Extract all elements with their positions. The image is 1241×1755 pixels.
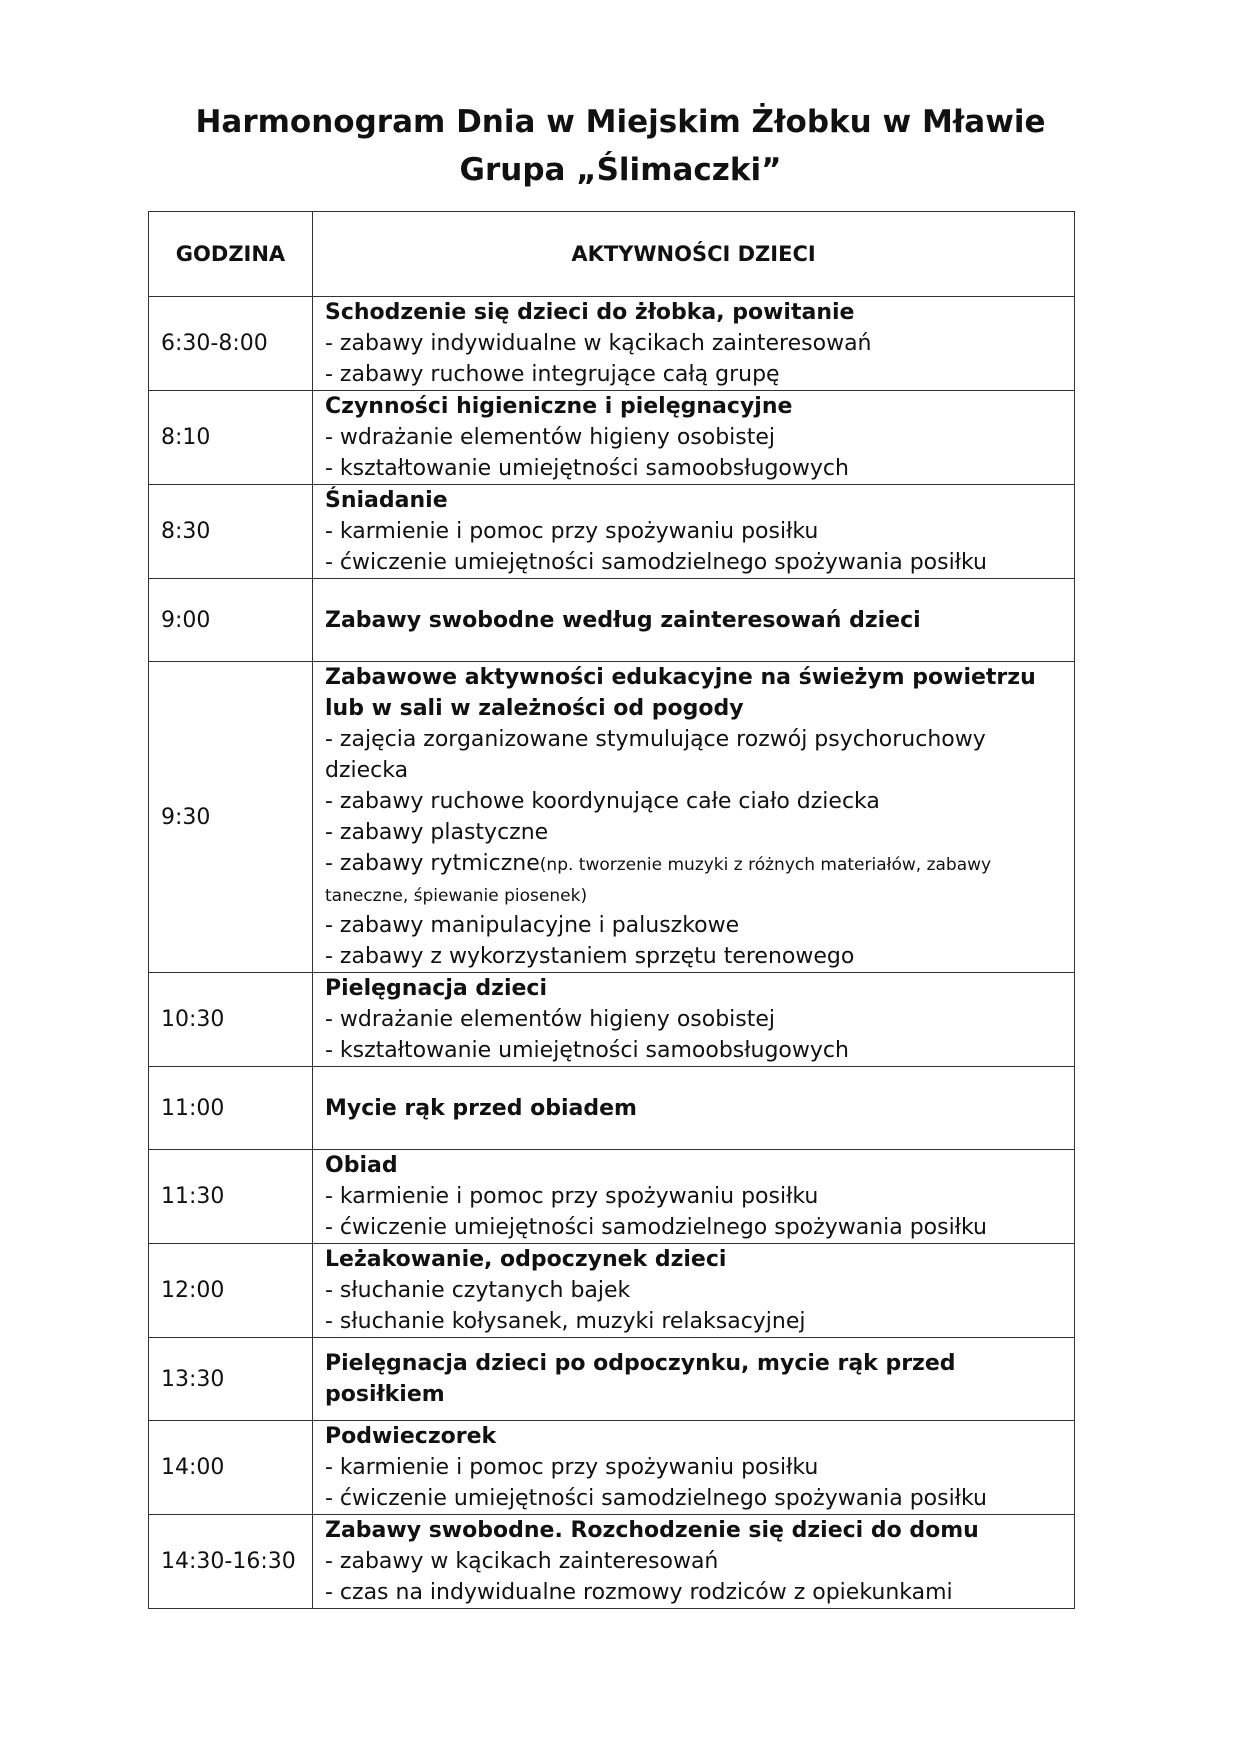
table-row [149,1150,1075,1244]
activity-title: Zabawy swobodne według zainteresowań dzieci [325,607,921,633]
activity-title: Podwieczorek [325,1424,497,1449]
activity-title: Schodzenie się dzieci do żłobka, powitanie [325,300,855,325]
activity-item: - karmienie i pomoc przy spożywaniu posiłku [325,1184,819,1209]
row-time: 9:00 [149,579,313,662]
activity-title: Śniadanie [325,488,448,513]
activity-item: - wdrażanie elementów higieny osobistej [325,425,776,450]
row-time: 11:00 [149,1067,313,1150]
activity-item-rhythm-label: - zabawy rytmiczne [325,851,540,876]
activity-item: - ćwiczenie umiejętności samodzielnego spożywania posiłku [325,1215,987,1240]
activity-item: - zabawy ruchowe koordynujące całe ciało dziecka [325,789,880,814]
table-row [149,1067,1075,1150]
activity-title: Zabawy swobodne. Rozchodzenie się dzieci do domu [325,1518,979,1543]
row-activities [313,391,1075,485]
activity-item: - kształtowanie umiejętności samoobsługowych [325,456,849,481]
activity-item: - karmienie i pomoc przy spożywaniu posiłku [325,1455,819,1480]
activity-item: - kształtowanie umiejętności samoobsługowych [325,1038,849,1063]
row-activities [313,1515,1075,1609]
table-row [149,1421,1075,1515]
activity-item: - zabawy ruchowe integrujące całą grupę [325,362,780,387]
schedule-table [148,211,1075,1609]
activity-title: Zabawowe aktywności edukacyjne na świeżym powietrzu lub w sali w zależności od pogody [325,665,1036,721]
row-activities [313,973,1075,1067]
row-time: 14:00 [149,1421,313,1515]
column-header-time: GODZINA [149,212,313,297]
activity-item: - czas na indywidualne rozmowy rodziców z opiekunkami [325,1580,953,1605]
activity-title: Pielęgnacja dzieci [325,976,547,1001]
activity-title: Obiad [325,1153,398,1178]
activity-title: Leżakowanie, odpoczynek dzieci [325,1247,727,1272]
table-row [149,391,1075,485]
row-time: 13:30 [149,1338,313,1421]
row-activities [313,1421,1075,1515]
activity-item: - karmienie i pomoc przy spożywaniu posiłku [325,519,819,544]
activity-item: - ćwiczenie umiejętności samodzielnego spożywania posiłku [325,550,987,575]
row-time: 8:30 [149,485,313,579]
table-header-row [149,212,1075,297]
row-activities [313,1244,1075,1338]
column-header-activities: AKTYWNOŚCI DZIECI [313,212,1075,297]
activity-item: - zajęcia zorganizowane stymulujące rozwój psychoruchowy dziecka [325,727,986,783]
row-activities [313,1067,1075,1150]
row-time: 14:30-16:30 [149,1515,313,1609]
table-row [149,662,1075,973]
activity-item: - zabawy w kącikach zainteresowań [325,1549,719,1574]
table-row [149,485,1075,579]
row-activities [313,579,1075,662]
activity-title: Mycie rąk przed obiadem [325,1095,637,1121]
activity-item: - zabawy plastyczne [325,820,549,845]
activity-item: - zabawy manipulacyjne i paluszkowe [325,913,740,938]
row-activities [313,1338,1075,1421]
row-activities [313,485,1075,579]
table-row [149,1515,1075,1609]
row-activities [313,662,1075,973]
row-time: 12:00 [149,1244,313,1338]
activity-item-rhythm [325,848,1064,910]
page-subtitle: Grupa „Ślimaczki” [459,152,782,188]
row-time: 6:30-8:00 [149,297,313,391]
table-row [149,1244,1075,1338]
row-activities [313,1150,1075,1244]
activity-title: Czynności higieniczne i pielęgnacyjne [325,394,793,419]
row-activities [313,297,1075,391]
table-row [149,579,1075,662]
activity-item: - ćwiczenie umiejętności samodzielnego spożywania posiłku [325,1486,987,1511]
activity-item: - zabawy indywidualne w kącikach zainteresowań [325,331,872,356]
activity-item: - zabawy z wykorzystaniem sprzętu terenowego [325,944,855,969]
row-time: 11:30 [149,1150,313,1244]
row-time: 8:10 [149,391,313,485]
page-title: Harmonogram Dnia w Miejskim Żłobku w Mławie [195,104,1046,140]
row-time: 9:30 [149,662,313,973]
row-time: 10:30 [149,973,313,1067]
activity-title: Pielęgnacja dzieci po odpoczynku, mycie rąk przed posiłkiem [325,1351,956,1407]
activity-item: - słuchanie czytanych bajek [325,1278,631,1303]
activity-item: - wdrażanie elementów higieny osobistej [325,1007,776,1032]
table-row [149,973,1075,1067]
activity-item: - słuchanie kołysanek, muzyki relaksacyjnej [325,1309,806,1334]
table-row [149,1338,1075,1421]
activity-item-rhythm-note: (np. tworzenie muzyki z różnych materiałów, zabawy taneczne, śpiewanie piosenek) [325,855,992,906]
table-row [149,297,1075,391]
